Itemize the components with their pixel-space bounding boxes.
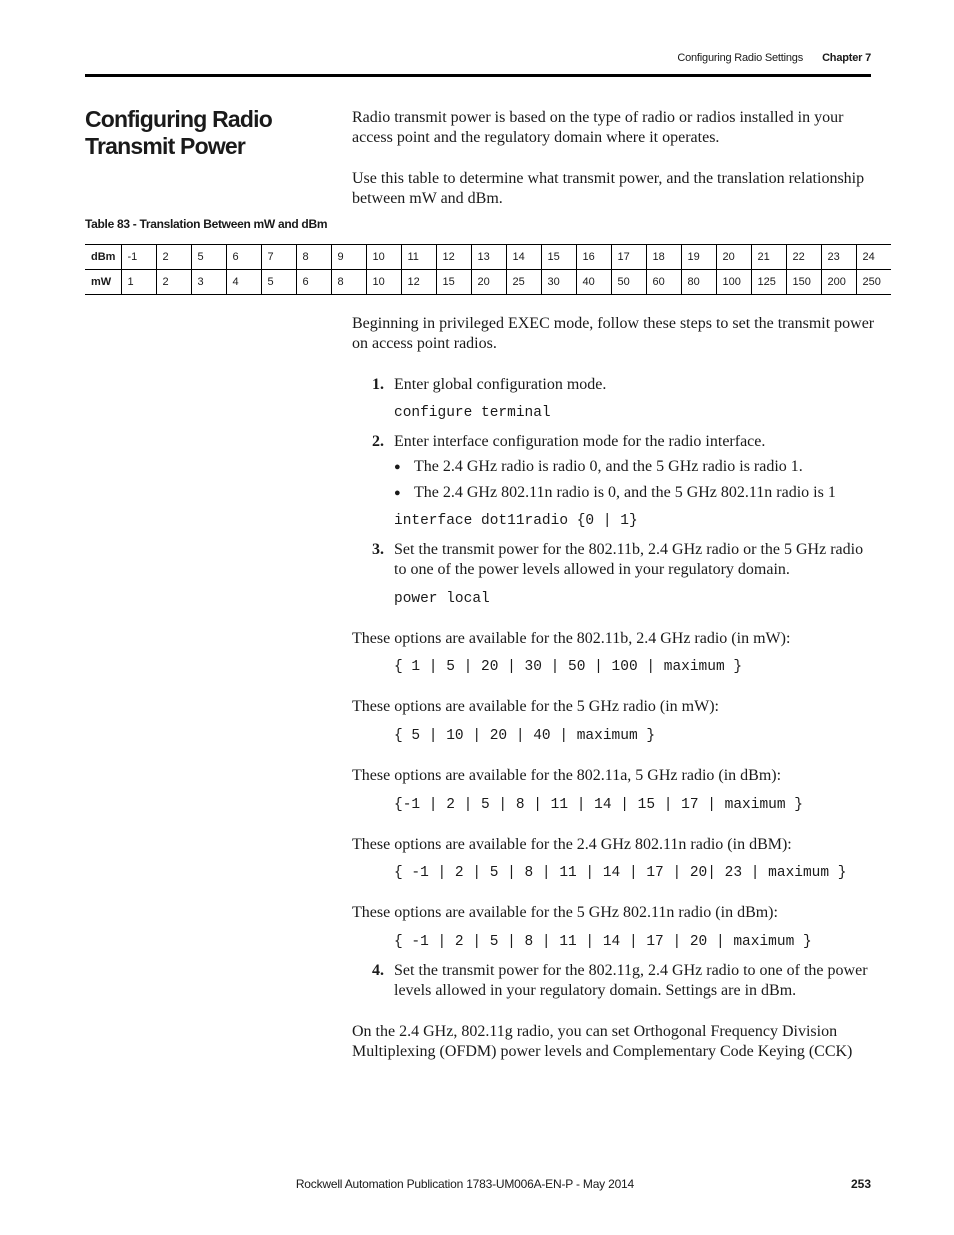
table-cell: 25 <box>506 270 541 295</box>
footer-page-number: 253 <box>850 1177 871 1191</box>
step-text: Enter interface configuration mode for the radio interface. <box>394 433 766 450</box>
table-cell: 24 <box>856 245 891 270</box>
options-paragraph: These options are available for the 802.11b, 2.4 GHz radio (in mW): <box>352 630 791 647</box>
table-cell: 19 <box>681 245 716 270</box>
bullet-icon: ● <box>394 461 401 473</box>
table-cell: 16 <box>576 245 611 270</box>
table-cell: 20 <box>471 270 506 295</box>
table-cell: 11 <box>401 245 436 270</box>
table-cell: 10 <box>366 270 401 295</box>
table-cell: -1 <box>121 245 156 270</box>
closing-paragraph: On the 2.4 GHz, 802.11g radio, you can set Orthogonal Frequency Division Multiplexing (OFDM) power levels and Complementary Code Keying (CCK) <box>352 1023 853 1060</box>
options-code: {-1 | 2 | 5 | 8 | 11 | 14 | 15 | 17 | maximum } <box>394 797 803 813</box>
step-number: 2. <box>372 433 384 450</box>
table-cell: 18 <box>646 245 681 270</box>
bullet-text: The 2.4 GHz radio is radio 0, and the 5 GHz radio is radio 1. <box>414 458 803 475</box>
table-cell: 13 <box>471 245 506 270</box>
table-row-header: dBm <box>85 245 121 270</box>
table-cell: 4 <box>226 270 261 295</box>
table-cell: 10 <box>366 245 401 270</box>
code-power-local: power local <box>394 591 490 607</box>
table-cell: 2 <box>156 245 191 270</box>
table-cell: 12 <box>436 245 471 270</box>
table-cell: 100 <box>716 270 751 295</box>
privileged-exec-paragraph: Beginning in privileged EXEC mode, follow these steps to set the transmit power on access point radios. <box>352 315 875 352</box>
table-cell: 14 <box>506 245 541 270</box>
table-cell: 150 <box>786 270 821 295</box>
table-cell: 23 <box>821 245 856 270</box>
table-cell: 9 <box>331 245 366 270</box>
intro-paragraph-2: Use this table to determine what transmit power, and the translation relationship between mW and dBm. <box>352 170 865 207</box>
options-code: { 5 | 10 | 20 | 40 | maximum } <box>394 728 656 744</box>
bullet-icon: ● <box>394 487 401 499</box>
table-cell: 15 <box>436 270 471 295</box>
table-cell: 8 <box>331 270 366 295</box>
running-header <box>85 52 871 72</box>
table-caption: Table 83 - Translation Between mW and dBm <box>85 217 328 231</box>
header-rule <box>85 74 871 77</box>
table-cell: 20 <box>716 245 751 270</box>
table-cell: 17 <box>611 245 646 270</box>
table-cell: 8 <box>296 245 331 270</box>
options-code: { 1 | 5 | 20 | 30 | 50 | 100 | maximum } <box>394 659 743 675</box>
table-row-header: mW <box>85 270 121 295</box>
conversion-table <box>85 244 891 295</box>
header-section-title: Configuring Radio Settings <box>677 52 803 64</box>
table-cell: 200 <box>821 270 856 295</box>
options-paragraph: These options are available for the 5 GHz radio (in mW): <box>352 698 719 715</box>
table-cell: 60 <box>646 270 681 295</box>
code-configure-terminal: configure terminal <box>394 405 551 421</box>
step-number: 3. <box>372 541 384 558</box>
table-cell: 12 <box>401 270 436 295</box>
options-code: { -1 | 2 | 5 | 8 | 11 | 14 | 17 | 20 | maximum } <box>394 934 812 950</box>
table-cell: 6 <box>296 270 331 295</box>
table-cell: 40 <box>576 270 611 295</box>
table-cell: 250 <box>856 270 891 295</box>
footer-publication: Rockwell Automation Publication 1783-UM006A-EN-P - May 2014 <box>295 1177 634 1191</box>
table-cell: 3 <box>191 270 226 295</box>
bullet-text: The 2.4 GHz 802.11n radio is 0, and the 5 GHz 802.11n radio is 1 <box>414 484 836 501</box>
table-cell: 21 <box>751 245 786 270</box>
options-paragraph: These options are available for the 5 GHz 802.11n radio (in dBm): <box>352 904 778 921</box>
step-text: Set the transmit power for the 802.11g, 2.4 GHz radio to one of the power levels allowed in your regulatory domain. Settings are in dBm. <box>394 962 868 999</box>
table-cell: 30 <box>541 270 576 295</box>
table-row-dbm <box>85 245 891 270</box>
table-cell: 80 <box>681 270 716 295</box>
table-cell: 7 <box>261 245 296 270</box>
table-row-mw <box>85 270 891 295</box>
step-number: 1. <box>372 376 384 393</box>
code-interface-dot11radio: interface dot11radio {0 | 1} <box>394 513 638 529</box>
table-cell: 15 <box>541 245 576 270</box>
intro-paragraph-1: Radio transmit power is based on the type of radio or radios installed in your access point and the regulatory domain where it operates. <box>352 109 844 146</box>
header-chapter-label: Chapter 7 <box>822 52 871 64</box>
step-number: 4. <box>372 962 384 979</box>
table-cell: 1 <box>121 270 156 295</box>
table-cell: 6 <box>226 245 261 270</box>
section-title: Configuring Radio Transmit Power <box>85 106 272 159</box>
options-paragraph: These options are available for the 802.11a, 5 GHz radio (in dBm): <box>352 767 782 784</box>
table-cell: 5 <box>261 270 296 295</box>
step-text: Set the transmit power for the 802.11b, 2.4 GHz radio or the 5 GHz radio to one of the power levels allowed in your regulatory domain. <box>394 541 864 578</box>
options-paragraph: These options are available for the 2.4 GHz 802.11n radio (in dBM): <box>352 836 792 853</box>
table-cell: 2 <box>156 270 191 295</box>
table-cell: 5 <box>191 245 226 270</box>
options-code: { -1 | 2 | 5 | 8 | 11 | 14 | 17 | 20| 23 | maximum } <box>394 865 847 881</box>
table-cell: 50 <box>611 270 646 295</box>
table-cell: 125 <box>751 270 786 295</box>
step-text: Enter global configuration mode. <box>394 376 607 393</box>
table-cell: 22 <box>786 245 821 270</box>
